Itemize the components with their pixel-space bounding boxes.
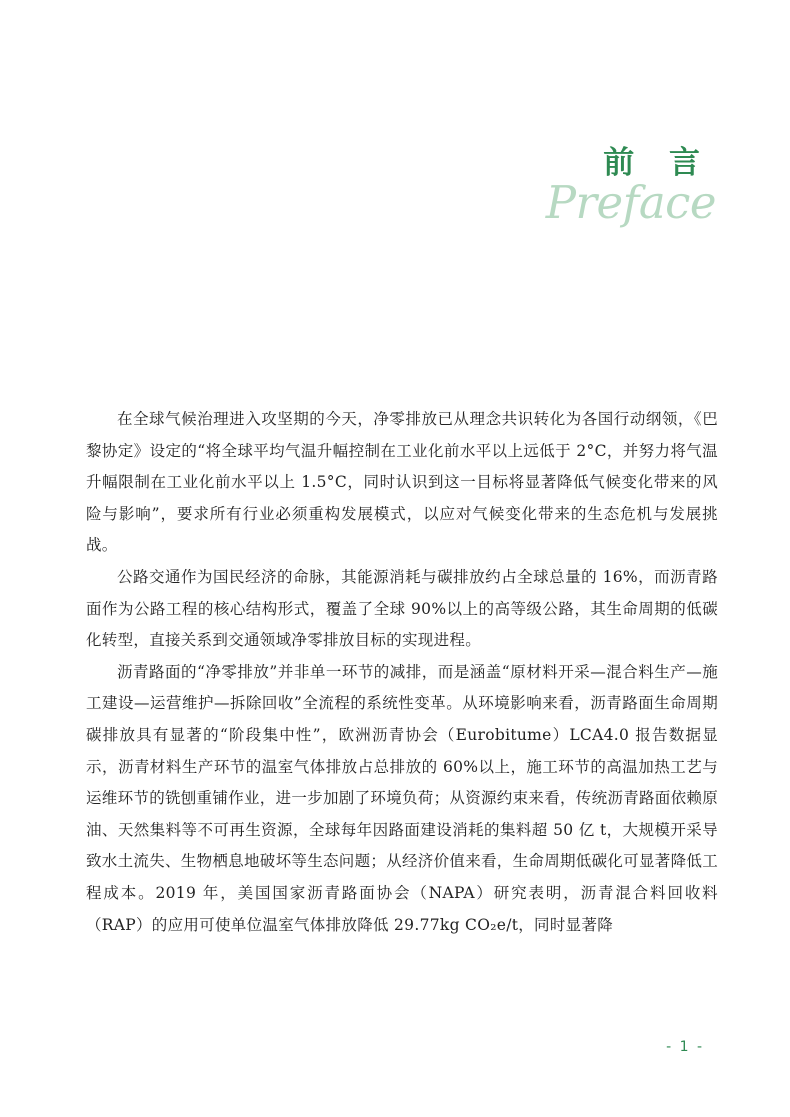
paragraph: 公路交通作为国民经济的命脉，其能源消耗与碳排放约占全球总量的 16%，而沥青路面作为公路工程的核心结构形式，覆盖了全球 90%以上的高等级公路，其生命周期的低碳化转型，直接关系到交通领域净零排放目标的实现进程。 bbox=[86, 567, 718, 650]
paragraph: 在全球气候治理进入攻坚期的今天，净零排放已从理念共识转化为各国行动纲领，《巴黎协定》设定的“将全球平均气温升幅控制在工业化前水平以上远低于 2°C，并努力将气温升幅限制在工业化前水平以上 1.5°C，同时认识到这一目标将显著降低气候变化带来的风险与影响”，要求所有行业必须重构发展模式，以应对气候变化带来的生态危机与发展挑战。 bbox=[86, 410, 718, 555]
page-title: 前 言 bbox=[603, 145, 712, 181]
body-text bbox=[86, 404, 718, 941]
page-subtitle: Preface bbox=[545, 176, 716, 229]
page-number: - 1 - bbox=[666, 1039, 704, 1055]
paragraph: 沥青路面的“净零排放”并非单一环节的减排，而是涵盖“原材料开采—混合料生产—施工建设—运营维护—拆除回收”全流程的系统性变革。从环境影响来看，沥青路面生命周期碳排放具有显著的“阶段集中性”，欧洲沥青协会（Eurobitume）LCA4.0 报告数据显示，沥青材料生产环节的温室气体排放占总排放的 60%以上，施工环节的高温加热工艺与运维环节的铣刨重铺作业，进一步加剧了环境负荷；从资源约束来看，传统沥青路面依赖原油、天然集料等不可再生资源，全球每年因路面建设消耗的集料超 50 亿 t，大规模开采导致水土流失、生物栖息地破坏等生态问题；从经济价值来看，生命周期低碳化可显著降低工程成本。2019 年，美国国家沥青路面协会（NAPA）研究表明，沥青混合料回收料（RAP）的应用可使单位温室气体排放降低 29.77kg CO₂e/t，同时显著降 bbox=[86, 662, 719, 934]
